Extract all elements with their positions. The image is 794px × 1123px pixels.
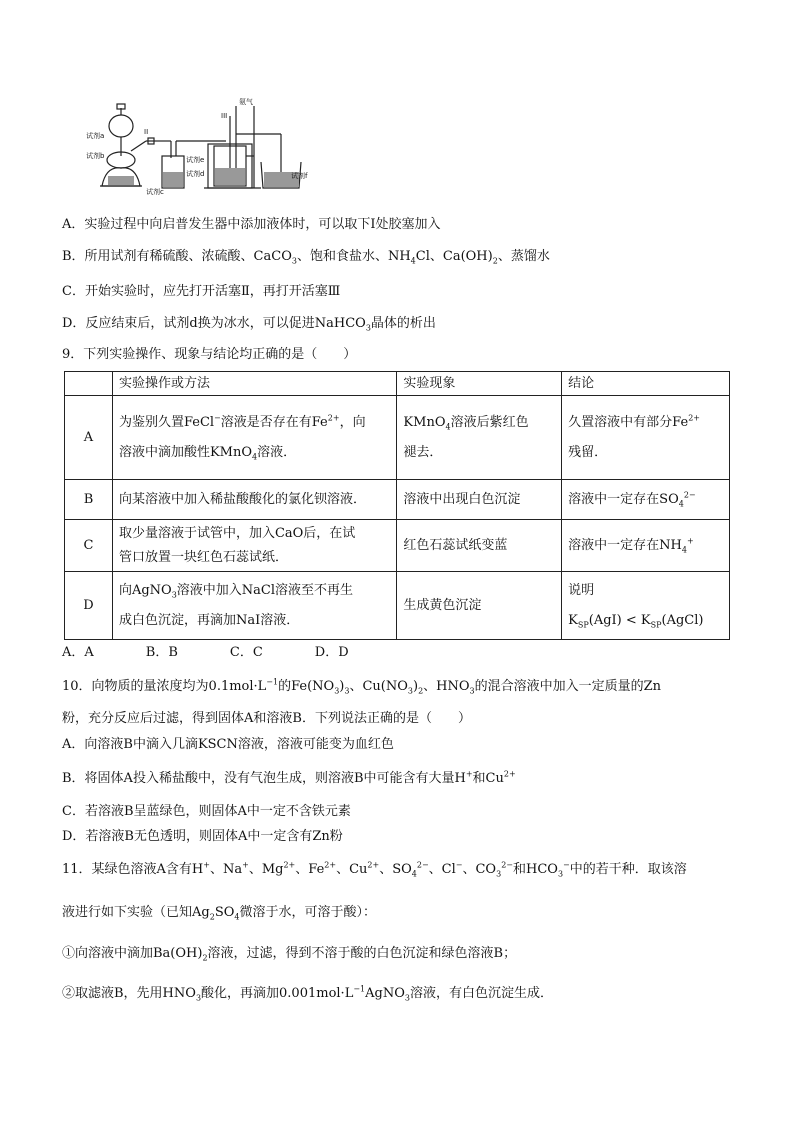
label-reagent-d: 试剂d bbox=[186, 170, 205, 178]
row-label: A bbox=[65, 396, 113, 480]
q8-option-b: B．所用试剂有稀硫酸、浓硫酸、CaCO$_3$、饱和食盐水、$NH_4Cl$、$Ca(OH)_2$、蒸馏水 bbox=[62, 249, 550, 266]
q9-stem: 9．下列实验操作、现象与结论均正确的是（ ） bbox=[62, 347, 357, 362]
header-conclusion: 结论 bbox=[562, 372, 730, 396]
row-a-operation: 为鉴别久置FeCl−溶液是否存在有$Fe^{2+}$，向 溶液中滴加酸性KMnO$_4$溶液． bbox=[112, 396, 396, 480]
q8-option-c: C．开始实验时，应先打开活塞Ⅱ，再打开活塞Ⅲ bbox=[62, 284, 341, 299]
label-gas: 氨气 bbox=[239, 98, 253, 106]
q8-option-d: D．反应结束后，试剂d换为冰水，可以促进NaHCO$_3$晶体的析出 bbox=[62, 316, 436, 333]
q10-stem-line1: 10．向物质的量浓度均为$0.1mol\cdot L^{-1}$的$Fe(NO_3)_3$、$Cu(NO_3)_2$、$HNO_3$的混合溶液中加入一定质量的Zn bbox=[62, 677, 662, 696]
row-b-conclusion: 溶液中一定存在$SO_4^{2-}$ bbox=[562, 480, 730, 520]
q11-stem-line1: 11．某绿色溶液A含有H+、Na+、$Mg^{2+}$、$Fe^{2+}$、$Cu^{2+}$、$SO_4^{2-}$、Cl−、$CO_3^{2-}$和$HCO_3^-$中的若干种．取该溶 bbox=[62, 860, 687, 879]
row-a-conclusion: 久置溶液中有部分$Fe^{2+}$ 残留． bbox=[562, 396, 730, 480]
row-b-operation: 向某溶液中加入稀盐酸酸化的氯化钡溶液． bbox=[112, 480, 396, 520]
row-label: C bbox=[65, 520, 113, 572]
q10-option-a: A．向溶液B中滴入几滴KSCN溶液，溶液可能变为血红色 bbox=[62, 737, 394, 752]
q11-step-1: ①向溶液中滴加$Ba(OH)_2$溶液，过滤，得到不溶于酸的白色沉淀和绿色溶液B； bbox=[62, 946, 517, 963]
label-reagent-c: 试剂c bbox=[146, 188, 164, 196]
q8-option-a: A．实验过程中向启普发生器中添加液体时，可以取下Ⅰ处胶塞加入 bbox=[62, 217, 441, 232]
label-reagent-e: 试剂e bbox=[186, 156, 205, 164]
row-d-operation: 向AgNO$_3$溶液中加入NaCl溶液至不再生 成白色沉淀，再滴加NaI溶液． bbox=[112, 572, 396, 640]
row-c-operation: 取少量溶液于试管中，加入CaO后，在试 管口放置一块红色石蕊试纸． bbox=[112, 520, 396, 572]
label-valve-3: III bbox=[221, 112, 228, 120]
q9-table bbox=[64, 371, 730, 640]
q10-option-d: D．若溶液B无色透明，则固体A中一定含有Zn粉 bbox=[62, 829, 343, 844]
row-c-conclusion: 溶液中一定存在$NH_4^+$ bbox=[562, 520, 730, 572]
apparatus-figure bbox=[86, 96, 316, 196]
label-valve-2: II bbox=[144, 128, 149, 136]
row-c-phenomenon: 红色石蕊试纸变蓝 bbox=[397, 520, 562, 572]
q9-options: A．A B．B C．C D．D bbox=[62, 645, 349, 660]
header-operation: 实验操作或方法 bbox=[112, 372, 396, 396]
row-a-phenomenon: KMnO$_4$溶液后紫红色 褪去． bbox=[397, 396, 562, 480]
q10-option-c: C．若溶液B呈蓝绿色，则固体A中一定不含铁元素 bbox=[62, 804, 351, 819]
row-b-phenomenon: 溶液中出现白色沉淀 bbox=[397, 480, 562, 520]
q11-step-2: ②取滤液B，先用$HNO_3$酸化，再滴加$0.001mol\cdot L^{-1}AgNO_3$溶液，有白色沉淀生成． bbox=[62, 984, 553, 1003]
q10-stem-line2: 粉，充分反应后过滤，得到固体A和溶液B．下列说法正确的是（ ） bbox=[62, 711, 471, 726]
header-phenomenon: 实验现象 bbox=[397, 372, 562, 396]
label-reagent-b: 试剂b bbox=[86, 152, 105, 160]
row-label: B bbox=[65, 480, 113, 520]
q11-stem-line2: 液进行如下实验（已知$Ag_2SO_4$微溶于水，可溶于酸）： bbox=[62, 905, 376, 922]
table-row-b bbox=[65, 480, 730, 520]
table-row-a bbox=[65, 396, 730, 480]
row-label: D bbox=[65, 572, 113, 640]
label-reagent-a: 试剂a bbox=[86, 132, 105, 140]
table-row-c bbox=[65, 520, 730, 572]
table-header-row bbox=[65, 372, 730, 396]
label-reagent-f: 试剂f bbox=[291, 172, 308, 180]
table-row-d bbox=[65, 572, 730, 640]
row-d-phenomenon: 生成黄色沉淀 bbox=[397, 572, 562, 640]
q10-option-b: B．将固体A投入稀盐酸中，没有气泡生成，则溶液B中可能含有大量H+和$Cu^{2+}$ bbox=[62, 769, 516, 786]
row-d-conclusion: 说明 $K_{SP}(AgI)$ < $K_{SP}(AgCl)$ bbox=[562, 572, 730, 640]
